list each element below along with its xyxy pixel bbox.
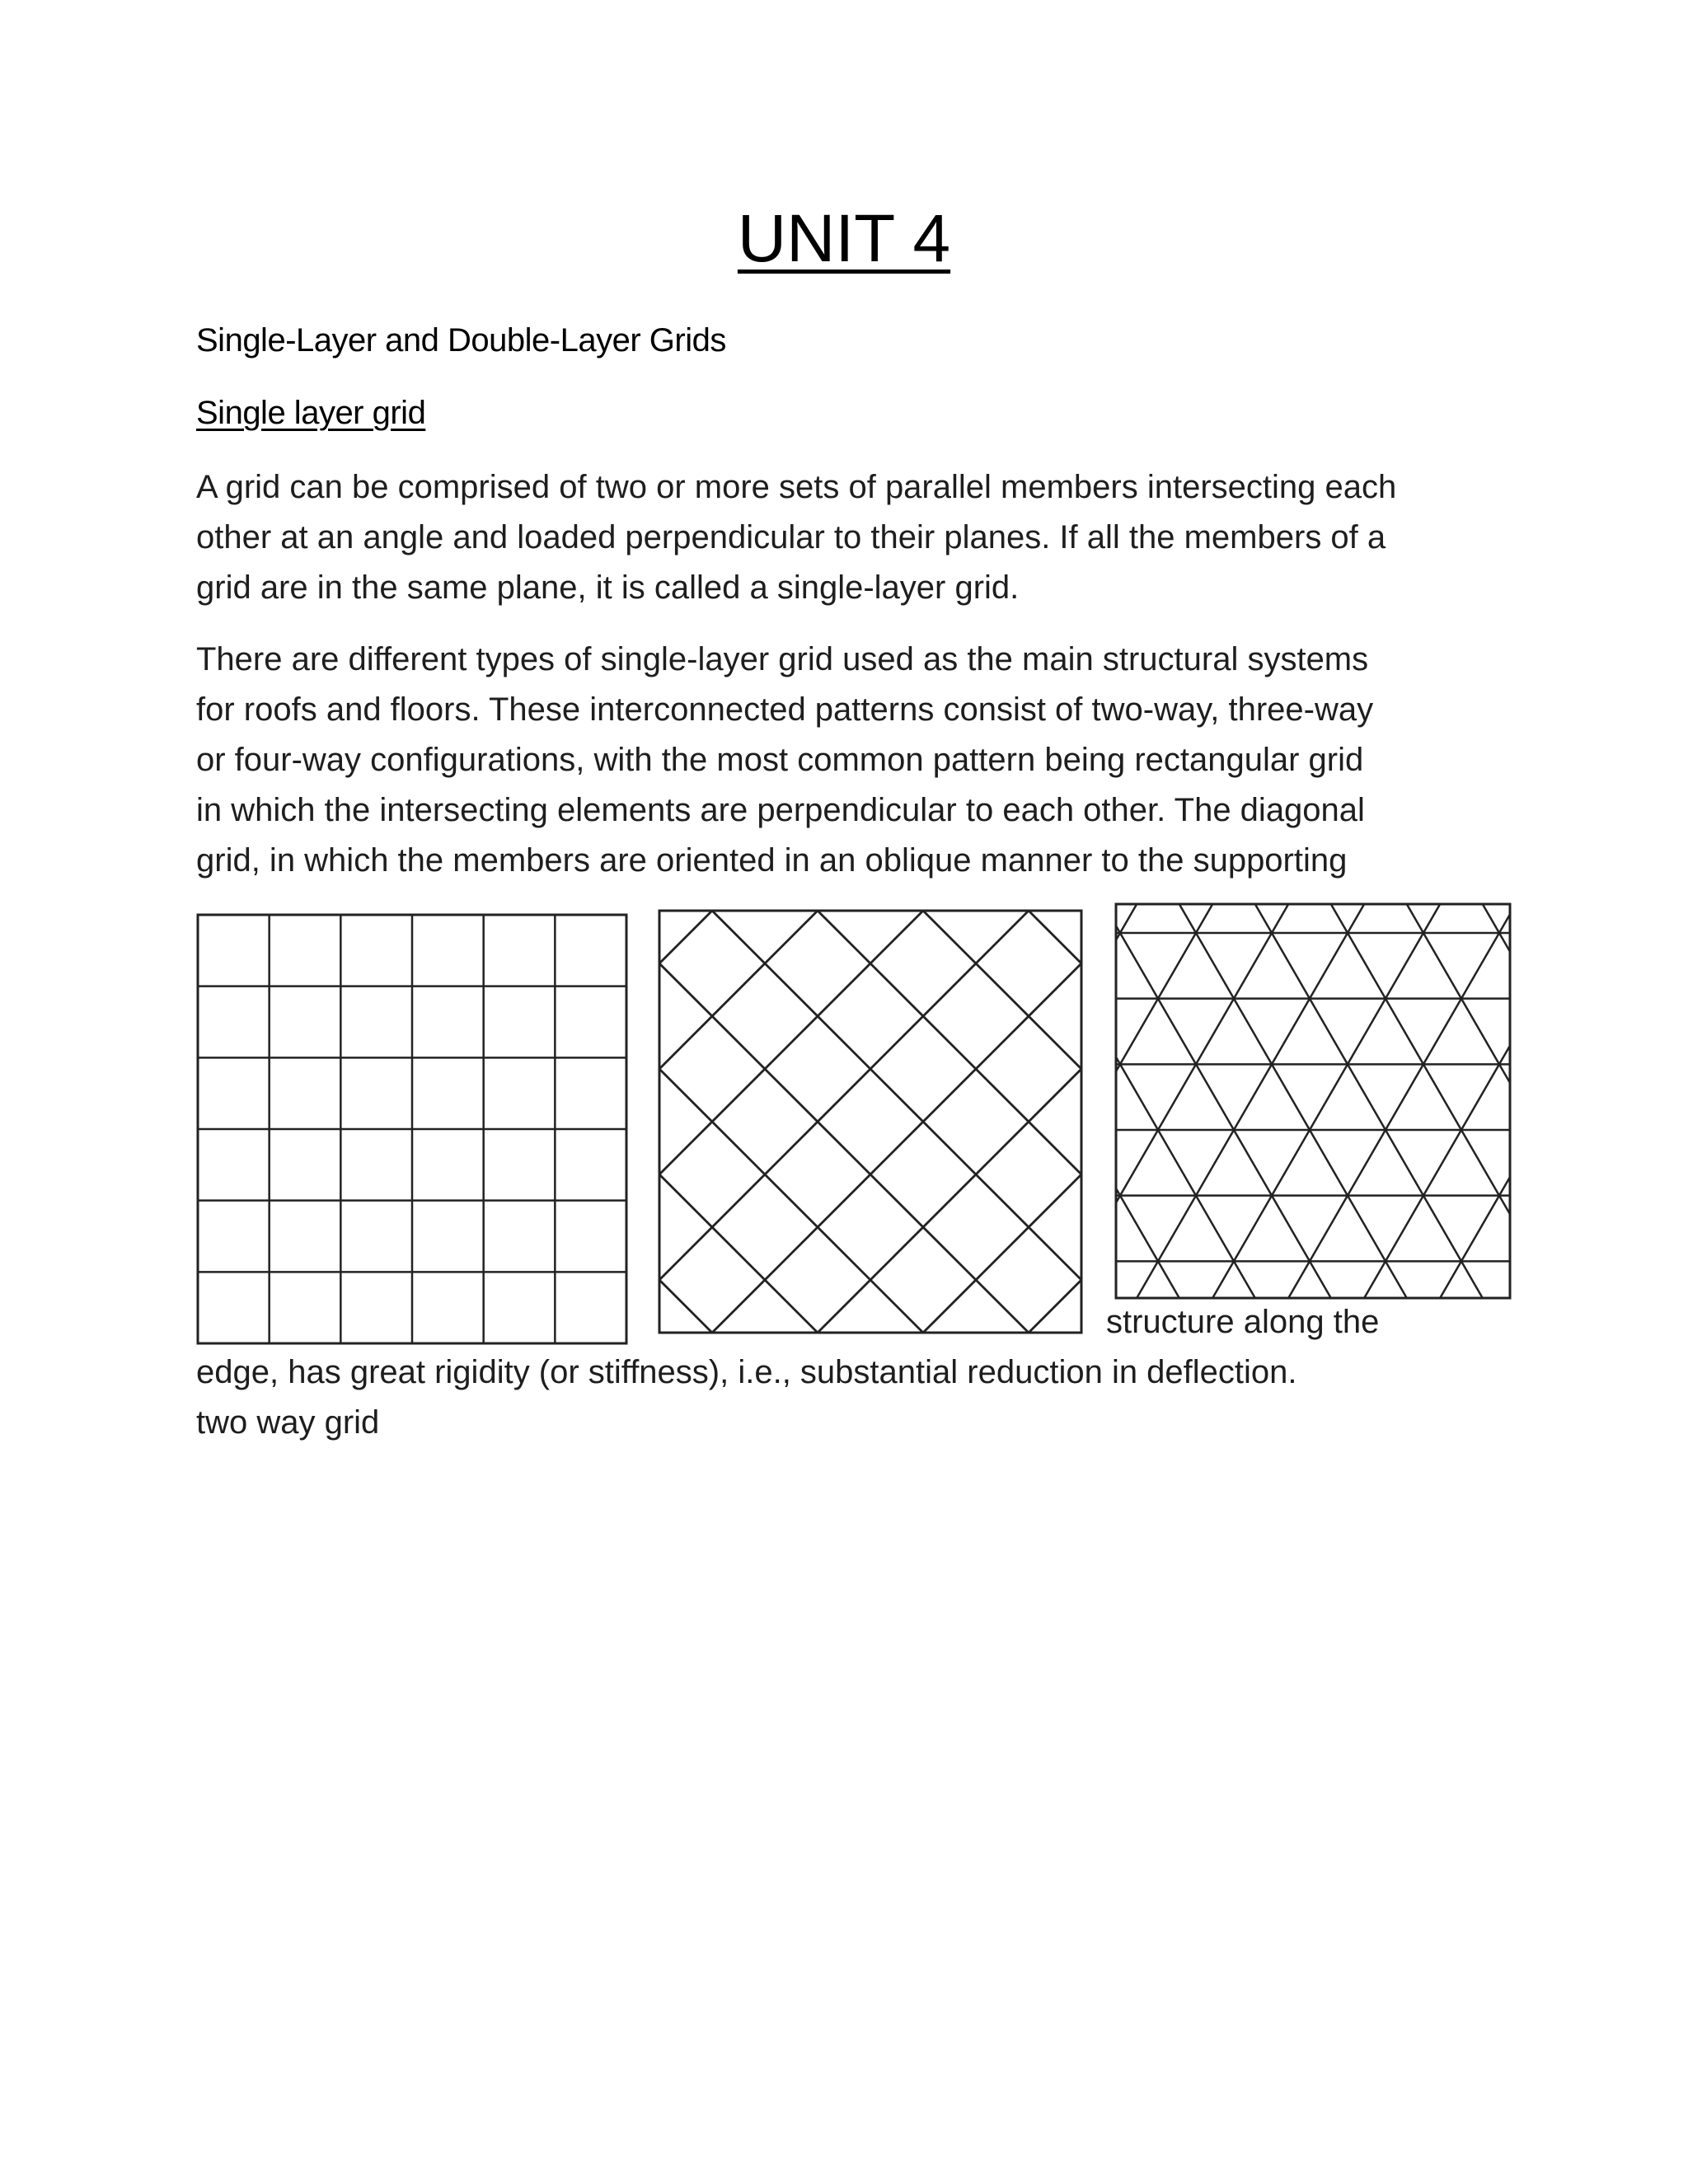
grid-member: [658, 909, 1083, 1334]
grid-member: [658, 909, 1083, 1334]
triangular-grid-drawing: [1114, 902, 1512, 1300]
grid-member: [658, 909, 1083, 1334]
paragraph-line: other at an angle and loaded perpendicular to their planes. If all the members of a: [196, 519, 1386, 555]
paragraph-line: A grid can be comprised of two or more sets of parallel members intersecting each: [196, 469, 1397, 505]
paragraph-line: for roofs and floors. These interconnected patterns consist of two-way, three-way: [196, 691, 1374, 728]
grid-border: [659, 911, 1081, 1333]
paragraph-definition: [196, 462, 1515, 613]
grid-member: [1459, 902, 1512, 1300]
triangular-members: [1114, 902, 1512, 1300]
grid-member: [658, 909, 1083, 1334]
grid-member: [658, 909, 1083, 1334]
grid-member: [658, 909, 1083, 1334]
grid-member: [658, 909, 712, 1334]
grid-member: [658, 909, 923, 1334]
paragraph-continuation: structure along the: [1106, 1304, 1380, 1340]
triangular-grid-figure: [1114, 902, 1512, 1300]
grid-member: [658, 909, 1083, 1334]
diagonal-grid-figure: [658, 909, 1083, 1334]
grid-member: [658, 909, 1083, 1334]
grid-member: [658, 909, 1083, 1334]
figure-caption: two way grid: [196, 1404, 380, 1441]
grid-member: [923, 909, 1083, 1334]
grid-member: [1307, 902, 1512, 1300]
paragraph-line: grid, in which the members are oriented in an oblique manner to the supporting: [196, 842, 1348, 879]
rectangular-grid-drawing: [196, 913, 628, 1345]
grid-member: [1156, 902, 1512, 1300]
grid-member: [658, 909, 818, 1334]
paragraph-line: or four-way configurations, with the most common pattern being rectangular grid: [196, 742, 1364, 778]
grid-member: [1231, 902, 1512, 1300]
grid-member: [658, 909, 1083, 1334]
paragraph-types: [196, 635, 1515, 886]
paragraph-line: in which the intersecting elements are perpendicular to each other. The diagonal: [196, 792, 1365, 828]
grid-member: [658, 909, 1083, 1334]
rectangular-grid-figure: [196, 913, 628, 1345]
grid-member: [1459, 902, 1512, 1300]
grid-member: [658, 909, 1083, 1334]
subsection-heading: Single layer grid: [196, 395, 426, 431]
diagonal-grid-drawing: [658, 909, 1083, 1334]
paragraph-line: grid are in the same plane, it is called a single-layer grid.: [196, 569, 1020, 606]
grid-member: [658, 909, 1083, 1334]
grid-member: [818, 909, 1083, 1334]
grid-member: [1307, 902, 1512, 1300]
grid-member: [658, 909, 1083, 1334]
grid-member: [658, 909, 1083, 1334]
page-title-text: UNIT 4: [737, 201, 951, 276]
grid-member: [658, 909, 1083, 1334]
grid-member: [1156, 902, 1512, 1300]
section-heading: Single-Layer and Double-Layer Grids: [196, 322, 726, 359]
grid-member: [1029, 909, 1083, 1334]
grid-member: [1231, 902, 1512, 1300]
paragraph-line: There are different types of single-layer grid used as the main structural systems: [196, 641, 1369, 677]
page-title: [0, 198, 1688, 280]
paragraph-continuation: edge, has great rigidity (or stiffness), i.e., substantial reduction in deflection.: [196, 1354, 1297, 1390]
grid-member: [1114, 902, 1512, 1300]
diagonal-members: [658, 909, 1083, 1334]
